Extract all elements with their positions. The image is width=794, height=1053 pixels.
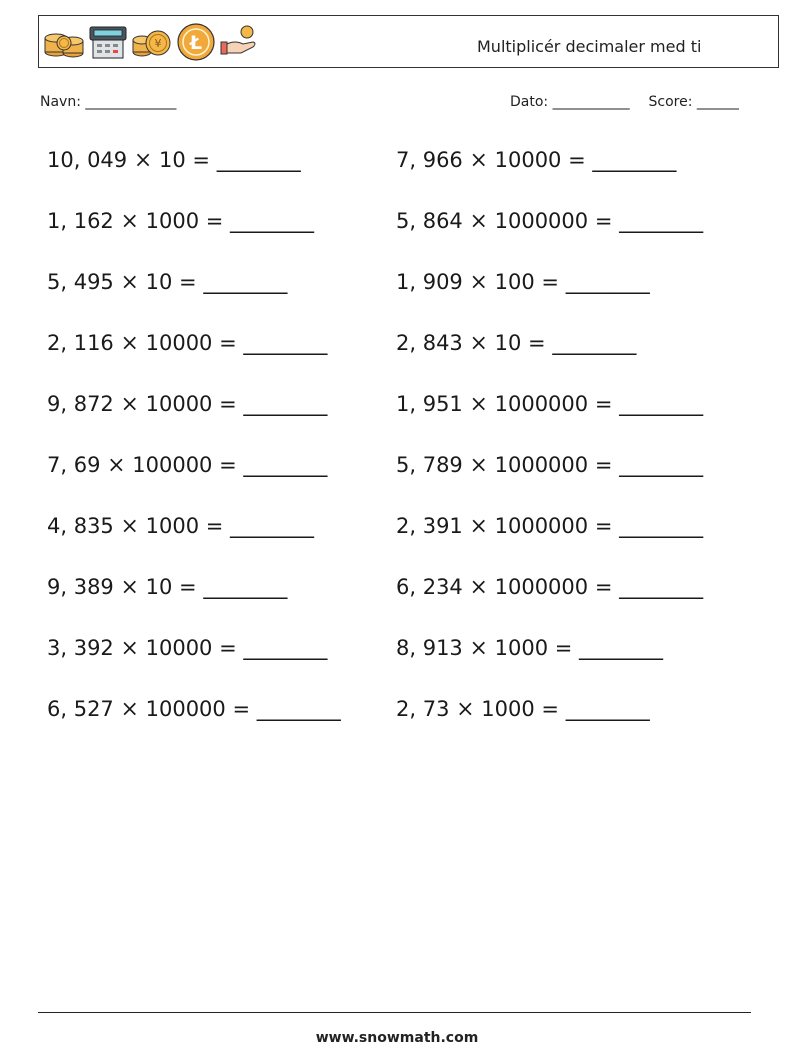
problem-right-5 [396,392,703,417]
problem-factor: 2, 843 [396,331,463,355]
problem-left-2 [47,209,314,234]
equals-sign: = [594,514,613,538]
equals-sign: = [541,697,559,721]
problem-multiplier: 10000 [145,331,213,355]
problem-left-10 [47,697,341,722]
answer-blank: ________ [552,331,637,355]
problem-multiplier: 1000000 [494,453,589,477]
times-sign: × [469,270,488,295]
problem-factor: 1, 909 [396,270,463,294]
equals-sign: = [541,270,559,294]
svg-text:¥: ¥ [154,37,162,50]
yen-coins-icon [131,26,173,58]
equals-sign: = [528,331,546,355]
problem-multiplier: 100 [494,270,535,294]
problem-left-1 [47,148,301,173]
times-sign: × [469,331,488,356]
times-sign: × [120,575,139,600]
problem-factor: 5, 495 [47,270,114,294]
worksheet-header [38,15,779,68]
answer-blank: ________ [619,514,704,538]
times-sign: × [456,697,475,722]
problem-left-4 [47,331,327,356]
problem-left-7 [47,514,314,539]
equals-sign: = [594,575,613,599]
problem-multiplier: 10000 [145,636,213,660]
problem-factor: 2, 73 [396,697,450,721]
equals-sign: = [232,697,251,721]
problem-multiplier: 10 [158,148,186,172]
answer-blank: ________ [243,453,328,477]
equals-sign: = [554,636,573,660]
problem-right-10 [396,697,650,722]
equals-sign: = [594,209,613,233]
times-sign: × [120,697,139,722]
problem-right-1 [396,148,676,173]
problem-multiplier: 100000 [132,453,213,477]
times-sign: × [120,514,139,539]
problem-multiplier: 10 [145,270,173,294]
problem-left-8 [47,575,287,600]
problem-factor: 8, 913 [396,636,463,660]
times-sign: × [120,331,139,356]
problem-right-4 [396,331,636,356]
problem-multiplier: 10 [494,331,522,355]
problem-factor: 3, 392 [47,636,114,660]
answer-blank: ________ [592,148,677,172]
problem-multiplier: 100000 [145,697,226,721]
times-sign: × [120,270,139,295]
problem-factor: 1, 951 [396,392,463,416]
equals-sign: = [594,392,613,416]
problem-factor: 5, 864 [396,209,463,233]
problem-factor: 7, 69 [47,453,101,477]
problem-multiplier: 1000 [145,209,200,233]
answer-blank: ________ [230,514,315,538]
problem-factor: 2, 116 [47,331,114,355]
answer-blank: ________ [619,392,704,416]
answer-blank: ________ [230,209,315,233]
equals-sign: = [205,209,224,233]
problem-multiplier: 1000 [494,636,549,660]
name-blank: _____________ [85,94,177,110]
problem-right-9 [396,636,663,661]
problem-multiplier: 10000 [145,392,213,416]
times-sign: × [469,209,488,234]
header-icons [43,21,259,63]
answer-blank: ________ [243,331,328,355]
problem-right-3 [396,270,650,295]
problem-left-9 [47,636,327,661]
name-field [40,94,176,110]
footer-url: www.snowmath.com [315,1030,479,1046]
problem-factor: 1, 162 [47,209,114,233]
problem-multiplier: 10000 [494,148,562,172]
times-sign: × [133,148,153,173]
times-sign: × [469,575,488,600]
cash-register-icon [88,24,128,60]
times-sign: × [469,392,488,417]
answer-blank: ________ [619,453,704,477]
times-sign: × [107,453,126,478]
times-sign: × [120,209,139,234]
times-sign: × [120,392,139,417]
problem-multiplier: 1000000 [494,392,589,416]
score-label: Score: [648,94,693,110]
times-sign: × [469,453,488,478]
name-label: Navn: [40,94,81,110]
problem-multiplier: 1000000 [494,514,589,538]
times-sign: × [469,514,488,539]
svg-text:Ł: Ł [189,32,203,54]
equals-sign: = [179,270,197,294]
problem-multiplier: 1000 [145,514,200,538]
answer-blank: ________ [203,575,288,599]
score-blank: ______ [696,94,739,110]
answer-blank: ________ [256,697,341,721]
equals-sign: = [568,148,586,172]
problem-factor: 9, 872 [47,392,114,416]
answer-blank: ________ [216,148,301,172]
answer-blank: ________ [619,209,704,233]
answer-blank: ________ [619,575,704,599]
answer-blank: ________ [565,697,650,721]
answer-blank: ________ [243,636,328,660]
date-label: Dato: [510,94,549,110]
problem-right-6 [396,453,703,478]
answer-blank: ________ [203,270,288,294]
problem-factor: 6, 234 [396,575,463,599]
problem-right-7 [396,514,703,539]
equals-sign: = [192,148,210,172]
coin-stack-icon [43,26,85,58]
problem-multiplier: 1000000 [494,209,589,233]
equals-sign: = [179,575,197,599]
equals-sign: = [594,453,613,477]
problem-left-5 [47,392,327,417]
date-blank: ___________ [552,94,630,110]
problem-factor: 5, 789 [396,453,463,477]
footer-divider [38,1012,751,1013]
equals-sign: = [219,392,237,416]
equals-sign: = [219,331,237,355]
problem-factor: 6, 527 [47,697,114,721]
litecoin-icon [176,22,216,62]
worksheet-title: Multiplicér decimaler med ti [477,37,702,56]
times-sign: × [469,636,488,661]
hand-coin-icon [219,24,259,60]
problem-right-8 [396,575,703,600]
problem-multiplier: 10 [145,575,173,599]
equals-sign: = [205,514,224,538]
equals-sign: = [219,636,237,660]
problem-right-2 [396,209,703,234]
problem-multiplier: 1000 [481,697,535,721]
problem-factor: 9, 389 [47,575,114,599]
problem-factor: 4, 835 [47,514,114,538]
times-sign: × [120,636,139,661]
times-sign: × [469,148,488,173]
answer-blank: ________ [579,636,664,660]
equals-sign: = [219,453,237,477]
problem-factor: 10, 049 [47,148,128,172]
problem-left-6 [47,453,327,478]
problem-left-3 [47,270,287,295]
problem-factor: 2, 391 [396,514,463,538]
answer-blank: ________ [243,392,328,416]
problem-multiplier: 1000000 [494,575,589,599]
answer-blank: ________ [565,270,650,294]
date-score-field [510,94,739,110]
problem-factor: 7, 966 [396,148,463,172]
